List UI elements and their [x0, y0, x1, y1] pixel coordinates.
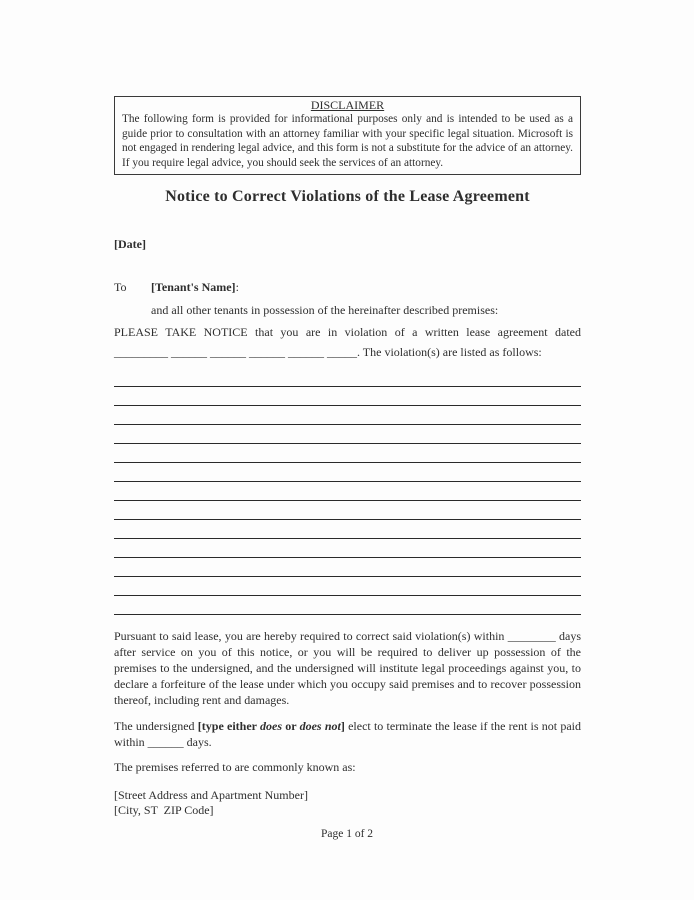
type-either-instruction: [type either	[197, 719, 261, 734]
bracket-close: ]	[340, 719, 345, 734]
page-number-footer: Page 1 of 2	[320, 828, 374, 840]
notice-line-2	[114, 345, 581, 360]
to-label: To	[114, 280, 127, 295]
tenant-name-colon: :	[235, 280, 239, 295]
violation-blank-line	[114, 368, 581, 387]
premises-line: The premises referred to are commonly known as:	[114, 760, 356, 775]
document-content	[114, 0, 581, 818]
all-tenants-line: and all other tenants in possession of the hereinafter described premises:	[151, 303, 499, 318]
pursuant-paragraph: Pursuant to said lease, you are hereby required to correct said violation(s) within ________ days after service on you of this notice, or you will be required to deliver up possession of the premises to the undersigned, and the undersigned will institute legal proceedings against you, to declare a forfeiture of the lease under which you occupy said premises and to recover possession thereof, including rent and damages.	[114, 629, 581, 708]
violation-blank-line	[114, 596, 581, 615]
violation-blank-line	[114, 482, 581, 501]
violation-blank-line	[114, 406, 581, 425]
violation-blank-line	[114, 444, 581, 463]
undersigned-text-1: The undersigned	[114, 719, 198, 734]
violation-blank-line	[114, 387, 581, 406]
violation-lines-area	[114, 368, 581, 615]
undersigned-text-2: elect to terminate the lease if the rent is not paid within ______ days.	[114, 719, 581, 750]
notice-line-1: PLEASE TAKE NOTICE that you are in violation of a written lease agreement dated	[114, 325, 581, 340]
undersigned-paragraph	[114, 718, 581, 750]
street-address-placeholder: [Street Address and Apartment Number]	[114, 788, 308, 803]
does-not-option: does not	[299, 719, 341, 734]
violation-blank-line	[114, 558, 581, 577]
city-state-zip-placeholder: [City, ST ZIP Code]	[114, 803, 214, 818]
does-option: does	[260, 719, 283, 734]
date-placeholder: [Date]	[114, 237, 146, 252]
violation-blank-line	[114, 520, 581, 539]
to-line	[114, 280, 581, 295]
violation-blank-line	[114, 463, 581, 482]
violations-listed-text: The violation(s) are listed as follows:	[360, 345, 542, 360]
disclaimer-title: DISCLAIMER	[310, 98, 385, 112]
violation-blank-line	[114, 539, 581, 558]
violation-blank-line	[114, 577, 581, 596]
document-title: Notice to Correct Violations of the Lease Agreement	[165, 188, 530, 206]
tenant-name-placeholder: [Tenant's Name]	[151, 280, 236, 295]
disclaimer-body: The following form is provided for informational purposes only and is intended to be used as a guide prior to consultation with an attorney familiar with your specific legal situation. Microsoft is not engaged in rendering legal advice, and this form is not a substitute for the advice of an attorney. If you require legal advice, you should seek the services of an attorney.	[122, 113, 573, 169]
lease-date-blanks: _________ ______ ______ ______ ______ _____.	[114, 345, 360, 360]
violation-blank-line	[114, 425, 581, 444]
violation-blank-line	[114, 501, 581, 520]
or-separator: or	[282, 719, 300, 734]
disclaimer-box	[114, 96, 581, 175]
